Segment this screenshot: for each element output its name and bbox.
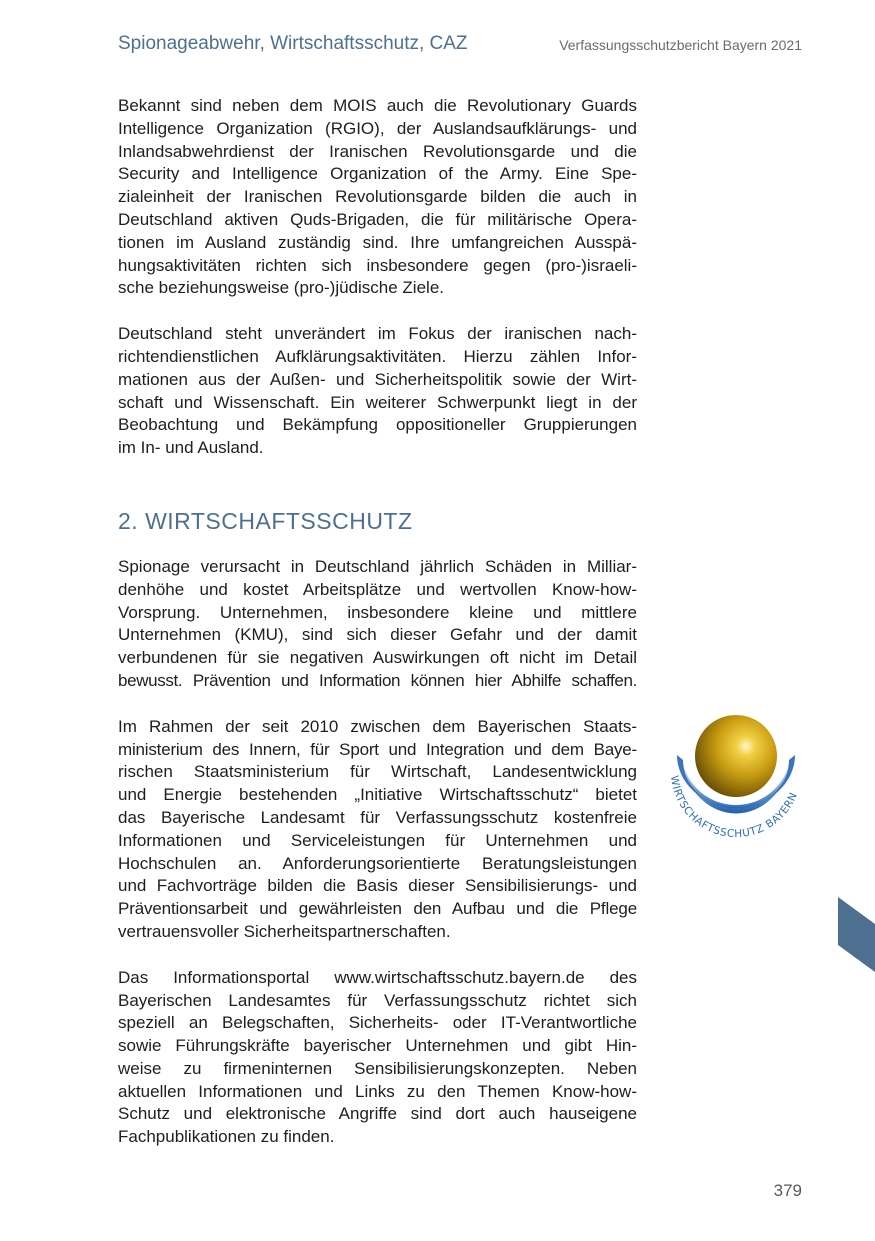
text-line: verbundenen für sie negativen Auswirkungen oft nicht im Detail (118, 648, 637, 668)
text-line: sowie Führungskräfte bayerischer Unternehmen und gibt Hin- (118, 1036, 637, 1056)
text-line: tionen im Ausland zuständig sind. Ihre umfangreichen Ausspä- (118, 232, 637, 252)
section-heading: 2. WIRTSCHAFTSSCHUTZ (118, 507, 413, 534)
paragraph-mois (118, 95, 637, 300)
text-line: Security and Intelligence Organization of the Army. Eine Spe- (118, 164, 637, 184)
text-line: denhöhe und kostet Arbeitsplätze und wertvollen Know-how- (118, 579, 637, 599)
text-line: weise zu firmeninternen Sensibilisierungskonzepten. Neben (118, 1058, 637, 1078)
text-line: Deutschland aktiven Quds-Brigaden, die für militärische Opera- (118, 209, 637, 229)
text-line: Spionage verursacht in Deutschland jährlich Schäden in Milliar- (118, 556, 637, 576)
text-line: und Energie bestehenden „Initiative Wirtschaftsschutz“ bietet (118, 785, 637, 805)
text-line: speziell an Belegschaften, Sicherheits- oder IT-Verantwortliche (118, 1013, 637, 1033)
text-line: mationen aus der Außen- und Sicherheitspolitik sowie der Wirt- (118, 369, 637, 389)
paragraph-espionage-damage (118, 556, 637, 693)
text-line: Das Informationsportal www.wirtschaftsschutz.bayern.de des (118, 967, 637, 987)
running-head-chapter: Spionageabwehr, Wirtschaftsschutz, CAZ (118, 33, 468, 54)
text-line: Fachpublikationen zu finden. (118, 1127, 335, 1147)
text-line: Präventionsarbeit und gewährleisten den Aufbau und die Pflege (118, 899, 637, 919)
paragraph-focus-germany (118, 323, 637, 460)
paragraph-information-portal (118, 967, 637, 1149)
text-line: hungsaktivitäten richten sich insbesondere gegen (pro-)israeli- (118, 255, 637, 275)
text-line: und Fachvorträge bilden die Basis dieser Sensibilisierungs- und (118, 876, 637, 896)
text-line: zialeinheit der Iranischen Revolutionsgarde bilden die auch in (118, 187, 637, 207)
main-content (118, 95, 637, 1149)
running-head-publication: Verfassungsschutzbericht Bayern 2021 (559, 37, 802, 53)
text-line: Unternehmen (KMU), sind sich dieser Gefahr und der damit (118, 625, 637, 645)
page-number: 379 (773, 1181, 802, 1200)
text-line: Deutschland steht unverändert im Fokus der iranischen nach- (118, 324, 637, 344)
text-line: Hochschulen an. Anforderungsorientierte Beratungsleistungen (118, 853, 637, 873)
paragraph-initiative (118, 716, 637, 944)
text-line: Im Rahmen der seit 2010 zwischen dem Bayerischen Staats- (118, 716, 637, 736)
text-line: Inlandsabwehrdienst der Iranischen Revolutionsgarde und die (118, 141, 637, 161)
text-line: Beobachtung und Bekämpfung oppositioneller Gruppierungen (118, 415, 637, 435)
text-line: aktuellen Informationen und Links zu den Themen Know-how- (118, 1081, 637, 1101)
text-line: schaft und Wissenschaft. Ein weiterer Schwerpunkt liegt in der (118, 392, 637, 412)
svg-text:WIRTSCHAFTSSCHUTZ BAYERN: WIRTSCHAFTSSCHUTZ BAYERN (667, 774, 801, 841)
text-line: rischen Staatsministerium für Wirtschaft, Landesentwicklung (118, 762, 637, 782)
text-line: Bayerischen Landesamtes für Verfassungsschutz richtet sich (118, 990, 637, 1010)
text-line: das Bayerische Landesamt für Verfassungsschutz kostenfreie (118, 807, 637, 827)
text-line: im In- und Ausland. (118, 438, 264, 458)
chapter-side-tab (838, 897, 875, 972)
text-line: Bekannt sind neben dem MOIS auch die Revolutionary Guards (118, 96, 637, 115)
text-line: vertrauensvoller Sicherheitspartnerschaften. (118, 921, 451, 941)
text-line: bewusst. Prävention und Information können hier Abhilfe schaffen. (118, 670, 637, 690)
text-line: Informationen und Serviceleistungen für Unternehmen und (118, 830, 637, 850)
text-line: ministerium des Innern, für Sport und Integration und dem Baye- (118, 739, 637, 759)
wirtschaftsschutz-bayern-logo-icon (663, 710, 809, 850)
text-line: Intelligence Organization (RGIO), der Auslandsaufklärungs- und (118, 118, 637, 138)
text-line: richtendienstlichen Aufklärungsaktivitäten. Hierzu zählen Infor- (118, 346, 637, 366)
text-line: Vorsprung. Unternehmen, insbesondere kleine und mittlere (118, 602, 637, 622)
text-line: sche beziehungsweise (pro-)jüdische Ziele. (118, 278, 444, 298)
text-line: Schutz und elektronische Angriffe sind dort auch hauseigene (118, 1104, 637, 1124)
